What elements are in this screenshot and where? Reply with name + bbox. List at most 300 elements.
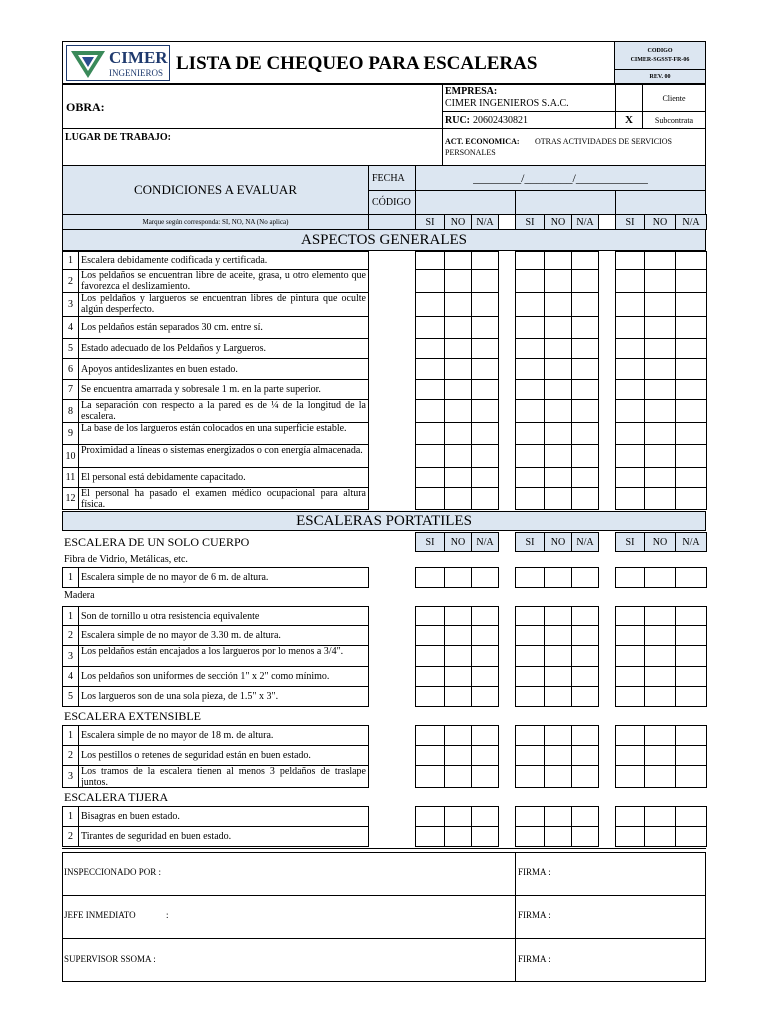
check-cell-si[interactable] (515, 606, 545, 626)
check-cell-si[interactable] (415, 269, 445, 293)
check-cell-no[interactable] (544, 765, 572, 788)
check-cell-no[interactable] (544, 269, 572, 293)
item-text: Los peldaños se encuentran libre de aceite, grasa, u otro elemento que favorezca el deslizamiento. (78, 269, 369, 293)
check-cell-na[interactable] (571, 422, 599, 445)
check-cell-si[interactable] (615, 379, 645, 400)
check-cell-na[interactable] (675, 567, 707, 588)
check-cell-na[interactable] (471, 826, 499, 847)
check-cell-na[interactable] (471, 745, 499, 766)
logo-v-icon (69, 48, 107, 80)
check-cell-no[interactable] (444, 444, 472, 468)
check-cell-no[interactable] (544, 666, 572, 687)
item-number: 3 (62, 645, 79, 667)
item-text: Tirantes de seguridad en buen estado. (78, 826, 369, 847)
check-cell-na[interactable] (471, 645, 499, 667)
check-cell-si[interactable] (615, 292, 645, 317)
check-cell-no[interactable] (444, 487, 472, 510)
check-cell-si[interactable] (415, 606, 445, 626)
codigo-row-label: CÓDIGO (368, 190, 416, 215)
act-value-1: OTRAS ACTIVIDADES DE SERVICIOS (535, 137, 672, 146)
item-number: 5 (62, 686, 79, 707)
check-cell-si[interactable] (415, 358, 445, 380)
check-cell-no[interactable] (544, 806, 572, 827)
item-text: Los pestillos o retenes de seguridad están en buen estado. (78, 745, 369, 766)
check-cell-na[interactable] (675, 686, 707, 707)
check-cell-si[interactable] (415, 725, 445, 746)
check-cell-si[interactable] (615, 625, 645, 646)
check-cell-si[interactable] (415, 765, 445, 788)
item-number: 11 (62, 467, 79, 488)
logo (66, 45, 170, 81)
act-box (442, 128, 706, 166)
check-cell-na[interactable] (471, 806, 499, 827)
codigo-cell-2[interactable] (515, 190, 616, 215)
check-cell-na[interactable] (675, 399, 707, 423)
firma-2: FIRMA : (518, 910, 551, 920)
check-cell-si[interactable] (415, 422, 445, 445)
check-cell-na[interactable] (675, 338, 707, 359)
check-cell-no[interactable] (644, 251, 676, 270)
act-label: ACT. ECONOMICA: (445, 137, 520, 146)
check-cell-si[interactable] (515, 338, 545, 359)
logo-sub-text: INGENIEROS (109, 68, 163, 78)
check-cell-no[interactable] (444, 745, 472, 766)
item-number: 2 (62, 826, 79, 847)
check-cell-no[interactable] (544, 467, 572, 488)
check-cell-no[interactable] (644, 725, 676, 746)
check-cell-na[interactable] (471, 606, 499, 626)
check-cell-si[interactable] (415, 292, 445, 317)
check-cell-no[interactable] (644, 567, 676, 588)
check-cell-no[interactable] (644, 806, 676, 827)
check-cell-na[interactable] (471, 292, 499, 317)
empresa-box (442, 84, 616, 112)
revision: REV. 00 (614, 69, 706, 84)
check-cell-no[interactable] (444, 467, 472, 488)
codigo-label: CODIGO (647, 48, 673, 54)
item-text: Los peldaños y largueros se encuentran libres de pintura que oculte algún desperfecto. (78, 292, 369, 317)
check-cell-si[interactable] (515, 567, 545, 588)
check-cell-na[interactable] (675, 379, 707, 400)
check-cell-na[interactable] (571, 358, 599, 380)
check-cell-si[interactable] (615, 645, 645, 667)
check-cell-na[interactable] (571, 399, 599, 423)
check-cell-no[interactable] (444, 765, 472, 788)
fibra-label: Fibra de Vidrio, Metálicas, etc. (64, 554, 188, 565)
check-cell-si[interactable] (415, 399, 445, 423)
item-number: 4 (62, 666, 79, 687)
check-cell-si[interactable] (515, 645, 545, 667)
check-cell-na[interactable] (571, 765, 599, 788)
check-cell-na[interactable] (675, 666, 707, 687)
check-cell-no[interactable] (644, 358, 676, 380)
check-cell-no[interactable] (444, 567, 472, 588)
check-cell-na[interactable] (675, 645, 707, 667)
check-cell-si[interactable] (615, 765, 645, 788)
conditions-title: CONDICIONES A EVALUAR (62, 165, 369, 215)
check-cell-no[interactable] (444, 379, 472, 400)
col-header-na: N/A (675, 532, 707, 552)
check-cell-na[interactable] (675, 725, 707, 746)
check-cell-na[interactable] (675, 358, 707, 380)
check-cell-si[interactable] (515, 725, 545, 746)
check-cell-na[interactable] (471, 316, 499, 339)
check-cell-no[interactable] (544, 567, 572, 588)
check-cell-si[interactable] (415, 567, 445, 588)
check-cell-si[interactable] (515, 251, 545, 270)
check-cell-si[interactable] (415, 666, 445, 687)
col-header-na: N/A (571, 532, 599, 552)
check-cell-si[interactable] (515, 379, 545, 400)
check-cell-si[interactable] (415, 806, 445, 827)
check-cell-na[interactable] (571, 269, 599, 293)
col-header-si: SI (615, 214, 645, 230)
check-cell-no[interactable] (644, 316, 676, 339)
check-cell-no[interactable] (644, 444, 676, 468)
check-cell-no[interactable] (544, 725, 572, 746)
item-number: 6 (62, 358, 79, 380)
cliente-check[interactable] (615, 84, 643, 112)
check-cell-no[interactable] (544, 487, 572, 510)
item-text: Escalera simple de no mayor de 18 m. de altura. (78, 725, 369, 746)
check-cell-na[interactable] (571, 826, 599, 847)
check-cell-si[interactable] (415, 686, 445, 707)
item-number: 2 (62, 625, 79, 646)
item-number: 2 (62, 269, 79, 293)
col-header-na: N/A (571, 214, 599, 230)
check-cell-no[interactable] (544, 316, 572, 339)
check-cell-na[interactable] (675, 826, 707, 847)
col-header-na: N/A (675, 214, 707, 230)
item-text: Se encuentra amarrada y sobresale 1 m. en la parte superior. (78, 379, 369, 400)
check-cell-na[interactable] (675, 487, 707, 510)
codigo-value: CIMER-SGSST-FR-06 (630, 57, 690, 63)
check-cell-no[interactable] (444, 316, 472, 339)
check-cell-na[interactable] (571, 745, 599, 766)
check-cell-na[interactable] (471, 487, 499, 510)
check-cell-si[interactable] (415, 251, 445, 270)
check-cell-no[interactable] (544, 826, 572, 847)
check-cell-si[interactable] (615, 269, 645, 293)
check-cell-no[interactable] (444, 645, 472, 667)
item-text: Los peldaños están separados 30 cm. entre sí. (78, 316, 369, 339)
check-cell-si[interactable] (515, 666, 545, 687)
check-cell-no[interactable] (444, 625, 472, 646)
check-cell-si[interactable] (515, 467, 545, 488)
check-cell-si[interactable] (515, 444, 545, 468)
check-cell-no[interactable] (444, 606, 472, 626)
empresa-label: EMPRESA: (445, 86, 498, 97)
check-cell-na[interactable] (571, 606, 599, 626)
divider (62, 848, 706, 849)
check-cell-na[interactable] (571, 686, 599, 707)
col-header-si: SI (515, 532, 545, 552)
check-cell-si[interactable] (415, 745, 445, 766)
fecha-value[interactable]: ________/________/____________ (415, 165, 706, 191)
check-cell-si[interactable] (515, 625, 545, 646)
check-cell-si[interactable] (615, 467, 645, 488)
check-cell-na[interactable] (571, 467, 599, 488)
check-cell-na[interactable] (675, 292, 707, 317)
check-cell-na[interactable] (571, 251, 599, 270)
check-cell-no[interactable] (444, 269, 472, 293)
col-header-na: N/A (471, 214, 499, 230)
check-cell-si[interactable] (415, 338, 445, 359)
check-cell-si[interactable] (615, 745, 645, 766)
check-cell-no[interactable] (644, 292, 676, 317)
check-cell-si[interactable] (515, 292, 545, 317)
item-text: Apoyos antideslizantes en buen estado. (78, 358, 369, 380)
check-cell-no[interactable] (544, 399, 572, 423)
check-cell-si[interactable] (415, 467, 445, 488)
generales-title: ASPECTOS GENERALES (62, 229, 706, 251)
check-cell-no[interactable] (544, 338, 572, 359)
check-cell-si[interactable] (615, 806, 645, 827)
item-text: Son de tornillo u otra resistencia equivalente (78, 606, 369, 626)
check-cell-si[interactable] (515, 765, 545, 788)
check-cell-si[interactable] (615, 338, 645, 359)
item-number: 10 (62, 444, 79, 468)
check-cell-na[interactable] (675, 444, 707, 468)
check-cell-no[interactable] (644, 625, 676, 646)
check-cell-na[interactable] (471, 467, 499, 488)
col-header-no: NO (644, 214, 676, 230)
item-number: 5 (62, 338, 79, 359)
col-header-no: NO (544, 532, 572, 552)
check-cell-si[interactable] (415, 826, 445, 847)
check-cell-no[interactable] (644, 399, 676, 423)
check-cell-na[interactable] (571, 725, 599, 746)
check-cell-no[interactable] (644, 379, 676, 400)
item-number: 3 (62, 765, 79, 788)
col-header-no: NO (644, 532, 676, 552)
check-cell-na[interactable] (471, 422, 499, 445)
check-cell-no[interactable] (444, 686, 472, 707)
codigo-box (614, 41, 706, 70)
check-cell-na[interactable] (571, 292, 599, 317)
col-header-no: NO (444, 532, 472, 552)
obra-box (62, 84, 443, 129)
check-cell-na[interactable] (471, 358, 499, 380)
check-cell-si[interactable] (415, 625, 445, 646)
check-cell-no[interactable] (444, 806, 472, 827)
check-cell-si[interactable] (615, 422, 645, 445)
check-cell-si[interactable] (515, 316, 545, 339)
check-cell-no[interactable] (644, 269, 676, 293)
check-cell-no[interactable] (644, 826, 676, 847)
lugar-box (62, 128, 443, 166)
check-cell-si[interactable] (615, 826, 645, 847)
check-cell-si[interactable] (415, 487, 445, 510)
check-cell-na[interactable] (571, 806, 599, 827)
firma-1: FIRMA : (518, 867, 551, 877)
item-number: 9 (62, 422, 79, 445)
check-cell-si[interactable] (615, 358, 645, 380)
check-cell-no[interactable] (644, 765, 676, 788)
codigo-cell-3[interactable] (615, 190, 706, 215)
check-cell-no[interactable] (444, 725, 472, 746)
check-cell-si[interactable] (615, 567, 645, 588)
check-cell-no[interactable] (444, 666, 472, 687)
item-text: Los tramos de la escalera tienen al menos 3 peldaños de traslape juntos. (78, 765, 369, 788)
subcontrata-label: Subcontrata (642, 111, 706, 129)
check-cell-na[interactable] (471, 444, 499, 468)
check-cell-no[interactable] (644, 686, 676, 707)
check-cell-na[interactable] (675, 806, 707, 827)
check-cell-si[interactable] (615, 251, 645, 270)
item-text: La base de los largueros están colocados en una superficie estable. (78, 422, 369, 445)
check-cell-no[interactable] (544, 745, 572, 766)
check-cell-si[interactable] (615, 399, 645, 423)
check-cell-na[interactable] (471, 399, 499, 423)
item-number: 4 (62, 316, 79, 339)
supervisor-label: SUPERVISOR SSOMA : (64, 954, 156, 964)
check-cell-no[interactable] (644, 645, 676, 667)
check-cell-na[interactable] (675, 316, 707, 339)
check-cell-si[interactable] (515, 745, 545, 766)
check-cell-no[interactable] (644, 338, 676, 359)
col-header-na: N/A (471, 532, 499, 552)
check-cell-no[interactable] (444, 422, 472, 445)
check-cell-na[interactable] (471, 269, 499, 293)
check-cell-si[interactable] (515, 686, 545, 707)
sig-line-2 (62, 938, 706, 939)
check-cell-na[interactable] (471, 338, 499, 359)
item-number: 2 (62, 745, 79, 766)
check-cell-no[interactable] (544, 422, 572, 445)
check-cell-si[interactable] (515, 399, 545, 423)
empresa-value: CIMER INGENIEROS S.A.C. (445, 98, 569, 109)
check-cell-no[interactable] (544, 379, 572, 400)
check-cell-no[interactable] (644, 745, 676, 766)
col-header-no: NO (444, 214, 472, 230)
item-number: 1 (62, 806, 79, 827)
codigo-cell-1[interactable] (415, 190, 516, 215)
check-cell-no[interactable] (444, 399, 472, 423)
check-cell-si[interactable] (615, 606, 645, 626)
item-number: 1 (62, 725, 79, 746)
item-text: Los peldaños son uniformes de sección 1" x 2" como mínimo. (78, 666, 369, 687)
check-cell-na[interactable] (675, 269, 707, 293)
instruction-gap (368, 214, 416, 230)
check-cell-no[interactable] (444, 338, 472, 359)
item-text: Los largueros son de una sola pieza, de 1.5" x 3". (78, 686, 369, 707)
check-cell-si[interactable] (515, 487, 545, 510)
check-cell-si[interactable] (515, 422, 545, 445)
page-title: LISTA DE CHEQUEO PARA ESCALERAS (176, 53, 538, 74)
check-cell-na[interactable] (571, 567, 599, 588)
check-cell-no[interactable] (544, 358, 572, 380)
check-cell-na[interactable] (675, 745, 707, 766)
check-cell-no[interactable] (644, 487, 676, 510)
check-cell-no[interactable] (544, 606, 572, 626)
sig-line-1 (62, 895, 706, 896)
check-cell-si[interactable] (615, 666, 645, 687)
check-cell-na[interactable] (675, 765, 707, 788)
item-text: Escalera simple de no mayor de 6 m. de altura. (78, 567, 369, 588)
check-cell-na[interactable] (471, 725, 499, 746)
check-cell-na[interactable] (471, 251, 499, 270)
check-cell-na[interactable] (571, 316, 599, 339)
check-cell-si[interactable] (415, 379, 445, 400)
check-cell-na[interactable] (675, 467, 707, 488)
jefe-colon: : (166, 910, 169, 920)
logo-main-text: CIMER (109, 48, 168, 67)
check-cell-no[interactable] (544, 251, 572, 270)
item-text: Escalera debidamente codificada y certificada. (78, 251, 369, 270)
item-number: 12 (62, 487, 79, 510)
check-cell-no[interactable] (644, 467, 676, 488)
lugar-label: LUGAR DE TRABAJO: (65, 132, 171, 143)
ruc-box (442, 111, 616, 129)
check-cell-si[interactable] (515, 826, 545, 847)
inspeccionado-label: INSPECCIONADO POR : (64, 867, 162, 877)
check-cell-na[interactable] (571, 625, 599, 646)
check-cell-si[interactable] (415, 316, 445, 339)
check-cell-na[interactable] (471, 666, 499, 687)
check-cell-si[interactable] (615, 487, 645, 510)
check-cell-si[interactable] (515, 806, 545, 827)
item-text: Bisagras en buen estado. (78, 806, 369, 827)
check-cell-no[interactable] (644, 606, 676, 626)
check-cell-na[interactable] (471, 765, 499, 788)
check-cell-na[interactable] (675, 422, 707, 445)
check-cell-no[interactable] (644, 666, 676, 687)
check-cell-no[interactable] (544, 444, 572, 468)
item-text: Los peldaños están encajados a los largueros por lo menos a 3/4". (78, 645, 369, 667)
check-cell-na[interactable] (571, 379, 599, 400)
check-cell-si[interactable] (515, 269, 545, 293)
check-cell-na[interactable] (471, 686, 499, 707)
subcontrata-check[interactable]: X (615, 111, 643, 129)
col-header-si: SI (515, 214, 545, 230)
check-cell-si[interactable] (515, 358, 545, 380)
col-header-no: NO (544, 214, 572, 230)
check-cell-na[interactable] (571, 487, 599, 510)
check-cell-na[interactable] (675, 606, 707, 626)
check-cell-no[interactable] (544, 292, 572, 317)
check-cell-na[interactable] (571, 666, 599, 687)
check-cell-no[interactable] (444, 292, 472, 317)
check-cell-si[interactable] (615, 725, 645, 746)
check-cell-si[interactable] (615, 444, 645, 468)
check-cell-si[interactable] (415, 645, 445, 667)
check-cell-si[interactable] (415, 444, 445, 468)
solo-cuerpo-label: ESCALERA DE UN SOLO CUERPO (64, 535, 250, 549)
col-header-si: SI (415, 214, 445, 230)
item-text: La separación con respecto a la pared es de ¼ de la longitud de la escalera. (78, 399, 369, 423)
check-cell-na[interactable] (675, 625, 707, 646)
check-cell-na[interactable] (471, 625, 499, 646)
check-cell-no[interactable] (544, 625, 572, 646)
check-cell-na[interactable] (471, 379, 499, 400)
check-cell-no[interactable] (644, 422, 676, 445)
check-cell-no[interactable] (444, 826, 472, 847)
check-cell-si[interactable] (615, 316, 645, 339)
check-cell-na[interactable] (571, 645, 599, 667)
fecha-label: FECHA (368, 165, 416, 191)
check-cell-no[interactable] (444, 358, 472, 380)
check-cell-no[interactable] (444, 251, 472, 270)
check-cell-na[interactable] (471, 567, 499, 588)
item-number: 1 (62, 567, 79, 588)
check-cell-no[interactable] (544, 686, 572, 707)
check-cell-na[interactable] (571, 444, 599, 468)
check-cell-na[interactable] (675, 251, 707, 270)
check-cell-si[interactable] (615, 686, 645, 707)
check-cell-na[interactable] (571, 338, 599, 359)
check-cell-no[interactable] (544, 645, 572, 667)
